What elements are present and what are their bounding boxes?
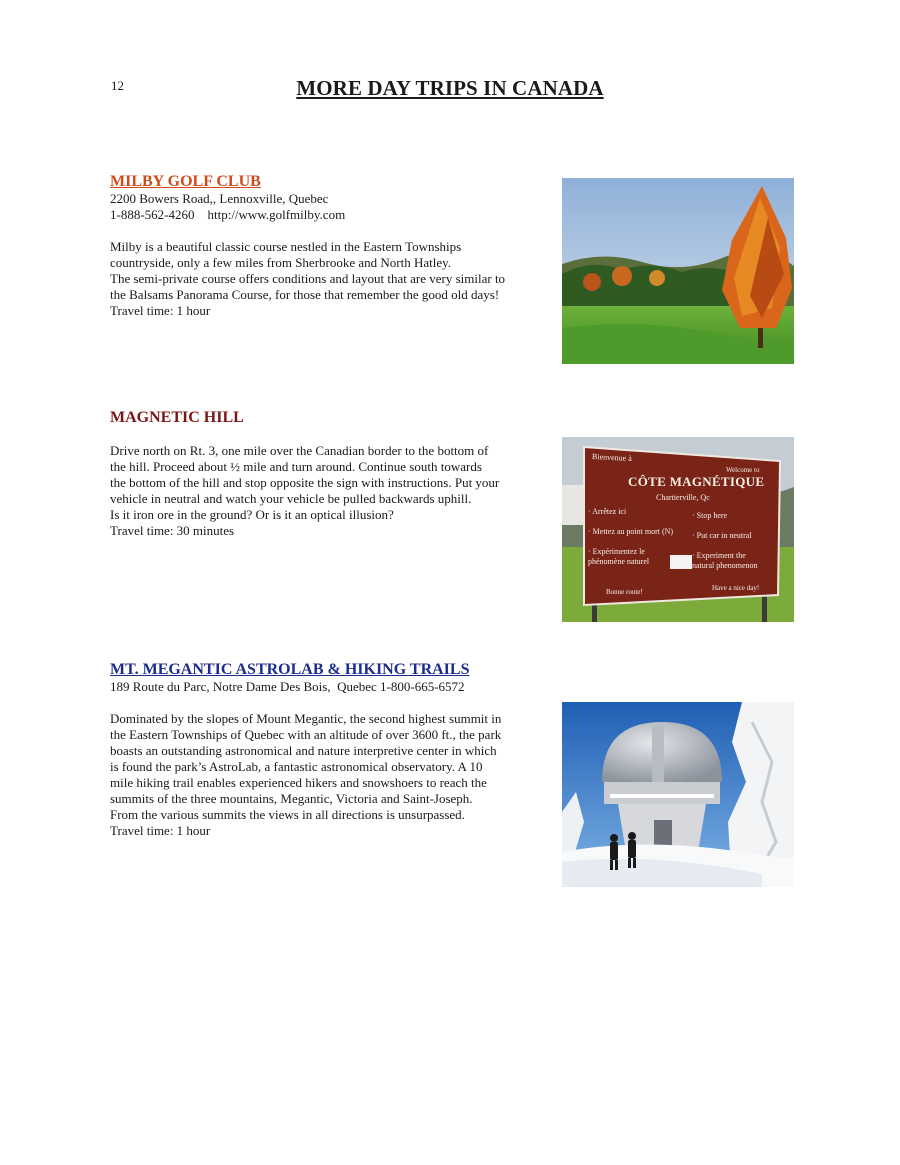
sign-title: CÔTE MAGNÉTIQUE [628,474,765,489]
section-milby-golf-club [110,172,560,319]
sign-item: natural phenomenon [692,561,758,570]
travel-time: Travel time: 30 minutes [110,523,235,538]
description-line: The semi-private course offers conditions and layout that are very similar to [110,271,506,286]
sign-item: phénomène naturel [588,557,650,566]
section-heading: MAGNETIC HILL [110,409,244,426]
page-number: 12 [111,78,124,93]
sign-item: · Put car in neutral [692,531,752,540]
description-line: Is it iron ore in the ground? Or is it an optical illusion? [110,507,394,522]
page-title: MORE DAY TRIPS IN CANADA [296,76,604,100]
travel-time: Travel time: 1 hour [110,303,211,318]
description-line: mile hiking trail enables experienced hikers and snowshoers to reach the [110,775,487,790]
address: 2200 Bowers Road,, Lennoxville, Quebec [110,191,329,206]
observatory-photo [562,702,794,887]
sign-bottom-right: Have a nice day! [712,584,760,592]
description-line: the Eastern Townships of Quebec with an altitude of over 3600 ft., the park [110,727,502,742]
sign-top-right: Welcome to [726,466,760,474]
description-line: the hill. Proceed about ½ mile and turn around. Continue south towards [110,459,482,474]
section-mt-megantic [110,660,562,839]
description-line: From the various summits the views in all directions is unsurpassed. [110,807,465,822]
sign-subtitle: Chartierville, Qc [656,493,710,502]
sign-item: · Experiment the [692,551,746,560]
contact-info: 1-888-562-4260 http://www.golfmilby.com [110,207,346,222]
description-line: Milby is a beautiful classic course nestled in the Eastern Townships [110,239,462,254]
golf-course-photo [562,178,794,364]
description-line: Drive north on Rt. 3, one mile over the Canadian border to the bottom of [110,443,489,458]
sign-item: · Mettez au point mort (N) [588,527,674,536]
sign-item: · Expérimentez le [588,547,645,556]
description-line: is found the park’s AstroLab, a fantastic astronomical observatory. A 10 [110,759,483,774]
description-line: Dominated by the slopes of Mount Megantic, the second highest summit in [110,711,502,726]
description-line: vehicle in neutral and watch your vehicle be pulled backwards uphill. [110,491,472,506]
section-magnetic-hill [110,408,560,539]
sign-item: · Arrêtez ici [588,507,627,516]
description-line: the bottom of the hill and stop opposite the sign with instructions. Put your [110,475,500,490]
sign-text [562,437,794,622]
magnetic-hill-sign-photo [562,437,794,622]
sign-left-list [588,507,680,567]
sign-bottom-left: Bonne route! [606,588,643,596]
description-line: boasts an outstanding astronomical and nature interpretive center in which [110,743,497,758]
address: 189 Route du Parc, Notre Dame Des Bois, Quebec 1-800-665-6572 [110,679,465,694]
description-line: summits of the three mountains, Megantic, Victoria and Saint-Joseph. [110,791,473,806]
sign-top-left: Bienvenue à [591,451,633,464]
section-heading: MILBY GOLF CLUB [110,173,261,190]
travel-time: Travel time: 1 hour [110,823,211,838]
sign-item: · Stop here [692,511,728,520]
sign-right-list [692,511,778,571]
description-line: countryside, only a few miles from Sherbrooke and North Hatley. [110,255,452,270]
section-heading: MT. MEGANTIC ASTROLAB & HIKING TRAILS [110,661,470,678]
description-line: the Balsams Panorama Course, for those that remember the good old days! [110,287,500,302]
